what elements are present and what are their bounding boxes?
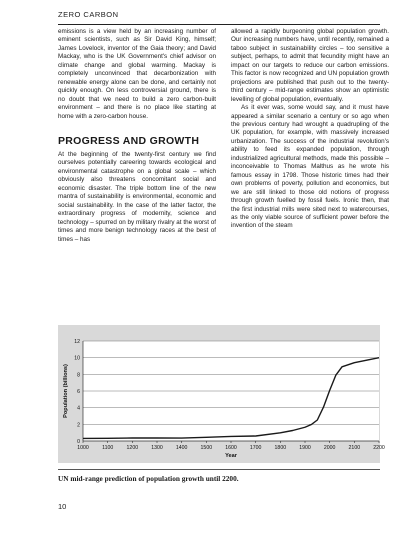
y-tick-label: 2	[77, 422, 80, 429]
x-tick-label: 1100	[102, 445, 114, 451]
x-axis-label: Year	[225, 453, 237, 459]
y-tick-label: 8	[77, 372, 80, 379]
right-paragraph-1: allowed a rapidly burgeoning global population growth. Our increasing numbers have, until recently, remained a taboo subject in sustainability circles – too sensitive a subject, perhaps, to admit that fecundity might have an impact on our targets to reduce our carbon emissions. This factor is now recognized and UN population growth projections are published that push out to the twenty-third century – mid-range estimates show an optimistic levelling of global population, eventually.	[231, 28, 389, 103]
y-tick-label: 10	[74, 355, 80, 362]
x-tick-label: 1800	[274, 445, 287, 451]
x-tick-label: 1500	[200, 445, 213, 451]
header-rule	[58, 24, 380, 25]
left-paragraph-2: At the beginning of the twenty-first century we find ourselves potentially careering towards ecological and environmental catastrophe on a global scale – which obviously also threatens concomitant social and economic disaster. The triple bottom line of the new mantra of sustainability is environmental, economic and social sustainability. In the case of the latter factor, the extraordinary progress of modernity, science and technology – spurred on by military rivalry at the worst of times and more benign technology races at the best of times – has	[58, 150, 216, 243]
left-paragraph-1: emissions is a view held by an increasing number of eminent scientists, such as Sir David King, himself; James Lovelock, inventor of the Gaia theory; and David Mackay, who is the UK Government's chief advisor on climate change and global warming. Mackay is completely unconvinced that decarbonization with renewable energy alone can be done, and certainly not quickly enough. On less controversial ground, there is no doubt that we need to build a zero carbon-built environment – and there is no place like starting at home with a zero-carbon house.	[58, 28, 216, 120]
running-header: ZERO CARBON	[58, 10, 119, 19]
x-tick-label: 2200	[373, 445, 385, 451]
page-number: 10	[58, 502, 67, 511]
caption-rule	[58, 469, 380, 470]
x-tick-label: 2100	[348, 445, 361, 451]
x-tick-label: 2000	[323, 445, 336, 451]
y-tick-label: 4	[77, 405, 80, 412]
x-tick-label: 1200	[126, 445, 139, 451]
x-tick-label: 1700	[249, 445, 262, 451]
x-tick-label: 1400	[175, 445, 188, 451]
right-column	[231, 28, 389, 231]
y-tick-label: 0	[77, 439, 80, 445]
y-tick-label: 6	[77, 389, 80, 395]
figure-caption: UN mid-range prediction of population growth until 2200.	[58, 474, 239, 483]
y-axis-label: Population (billions)	[63, 364, 69, 418]
x-tick-label: 1900	[299, 445, 311, 451]
y-tick-label: 12	[74, 339, 80, 345]
left-column	[58, 28, 216, 244]
x-tick-label: 1300	[151, 445, 163, 451]
right-paragraph-2: As it ever was, some would say, and it must have appeared a similar scenario a century or so ago when the previous century had wrought a quadrupling of the UK population, for example, with massively increased urbanization. The success of the industrial revolution's ability to feed its expanded population, through industrialized agricultural methods, made this possible – inconceivable to Thomas Malthus as he wrote his famous essay in 1798. Those historic times had their own problems of poverty, pollution and economics, but we are still linked to those old notions of progress through growth fuelled by fossil fuels. Ironic then, that the first industrial mills were sited next to watercourses, as the only viable source of sufficient power before the invention of the steam	[231, 104, 389, 230]
population-chart-figure	[58, 325, 385, 463]
x-tick-label: 1600	[225, 445, 237, 451]
section-heading: PROGRESS AND GROWTH	[58, 134, 200, 147]
population-line-chart	[58, 325, 385, 463]
x-tick-label: 1000	[77, 445, 89, 451]
